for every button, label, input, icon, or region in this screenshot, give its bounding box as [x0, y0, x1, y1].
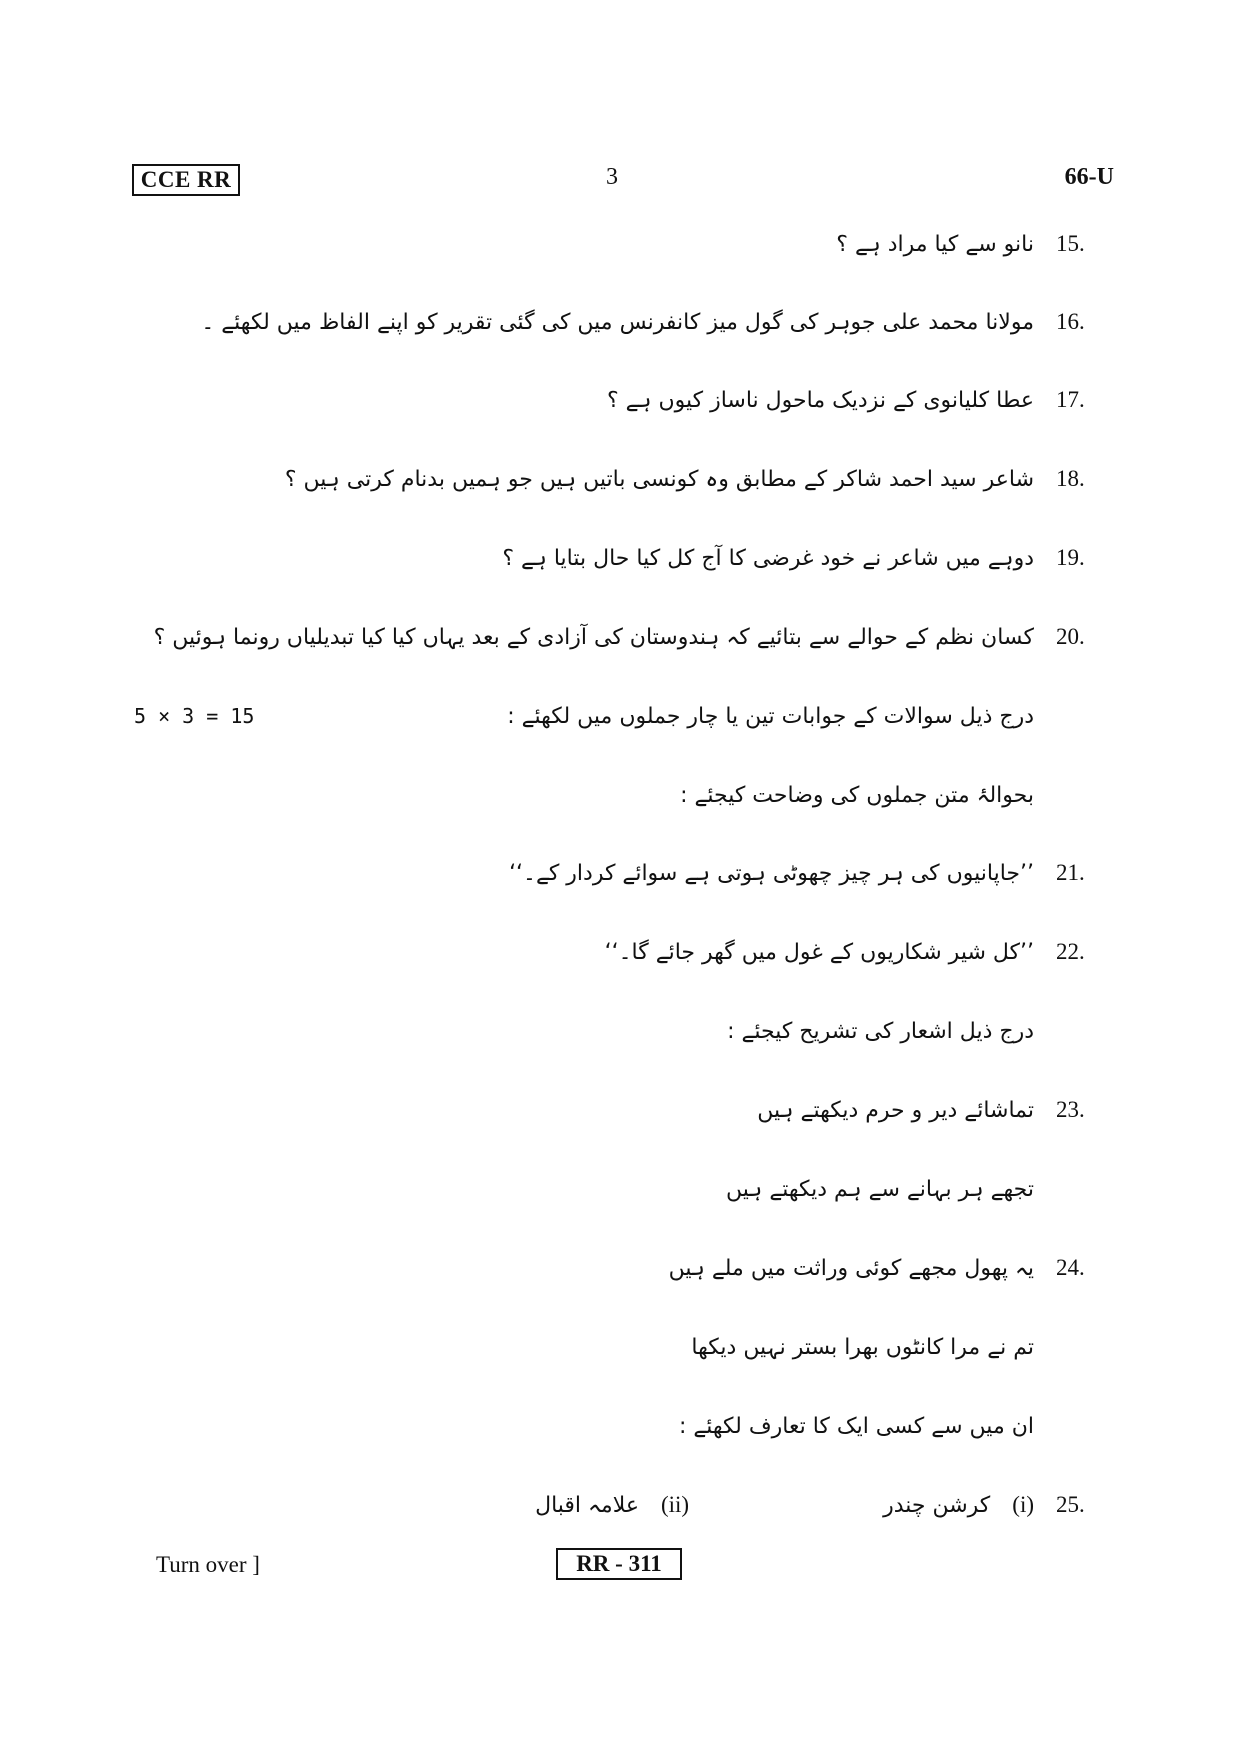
question-17: [607, 380, 1108, 420]
question-text: عطا کلیانوی کے نزدیک ماحول ناساز کیوں ہے ؟: [607, 387, 1034, 413]
section-instruction: درج ذیل سوالات کے جوابات تین یا چار جملوں میں لکھئے :: [507, 703, 1034, 729]
question-15: [836, 224, 1108, 264]
option-i-text: کرشن چندر: [883, 1492, 991, 1518]
sub-instruction-intro: ان میں سے کسی ایک کا تعارف لکھئے :: [678, 1413, 1034, 1439]
question-text: دوہے میں شاعر نے خود غرضی کا آج کل کیا حال بتایا ہے ؟: [502, 545, 1034, 571]
question-number: 18.: [1056, 466, 1085, 491]
turn-over-note: Turn over ]: [156, 1552, 260, 1577]
sub-instruction-couplets: درج ذیل اشعار کی تشریح کیجئے :: [727, 1018, 1034, 1044]
question-18: [285, 459, 1108, 499]
question-16: [201, 302, 1108, 342]
option-i-label: (i): [1012, 1492, 1034, 1517]
question-number: 15.: [1056, 231, 1085, 256]
couplet-line-2: تم نے مرا کانٹوں بھرا بستر نہیں دیکھا: [691, 1334, 1034, 1360]
question-21: [509, 853, 1108, 893]
question-text: ’’جاپانیوں کی ہر چیز چھوٹی ہوتی ہے سوائے کردار کے۔‘‘: [509, 860, 1034, 886]
question-text: کسان نظم کے حوالے سے بتائیے کہ ہندوستان کی آزادی کے بعد یہاں کیا کیا تبدیلیاں رونما ہوئیں ؟: [153, 624, 1034, 650]
question-20: [154, 617, 1108, 657]
question-number: 20.: [1056, 624, 1085, 649]
paper-code: 66-U: [1064, 164, 1114, 190]
question-number: 17.: [1056, 387, 1085, 412]
question-number: 22.: [1056, 939, 1085, 964]
header-exam-box: CCE RR: [132, 164, 240, 196]
question-text: مولانا محمد علی جوہر کی گول میز کانفرنس میں کی گئی تقریر کو اپنے الفاظ میں لکھئے ۔: [201, 309, 1034, 335]
question-number: 23.: [1056, 1097, 1085, 1122]
section-marks: 5 × 3 = 15: [134, 704, 255, 728]
question-text: ’’کل شیر شکاریوں کے غول میں گھر جائے گا۔‘‘: [604, 939, 1034, 965]
question-19: [502, 538, 1108, 578]
couplet-line-1: یہ پھول مجھے کوئی وراثت میں ملے ہیں: [668, 1255, 1034, 1281]
question-number: 21.: [1056, 860, 1085, 885]
couplet-line-2: تجھے ہر بہانے سے ہم دیکھتے ہیں: [726, 1176, 1034, 1202]
question-number: 19.: [1056, 545, 1085, 570]
page-number: 3: [606, 164, 618, 190]
couplet-line-1: تماشائے دیر و حرم دیکھتے ہیں: [757, 1097, 1034, 1123]
sub-instruction-explain: بحوالۂ متن جملوں کی وضاحت کیجئے :: [680, 782, 1034, 808]
question-number: 25.: [1056, 1492, 1085, 1517]
question-number: 24.: [1056, 1255, 1085, 1280]
option-ii-text: علامہ اقبال: [535, 1492, 639, 1518]
question-text: شاعر سید احمد شاکر کے مطابق وہ کونسی باتیں ہیں جو ہمیں بدنام کرتی ہیں ؟: [284, 466, 1034, 492]
question-25: [535, 1485, 1108, 1525]
footer-code-box: RR - 311: [556, 1548, 682, 1580]
question-23: [757, 1090, 1108, 1130]
question-number: 16.: [1056, 309, 1085, 334]
question-24: [669, 1248, 1108, 1288]
option-ii-label: (ii): [660, 1492, 690, 1517]
question-22: [605, 932, 1108, 972]
question-text: نانو سے کیا مراد ہے ؟: [836, 231, 1034, 257]
